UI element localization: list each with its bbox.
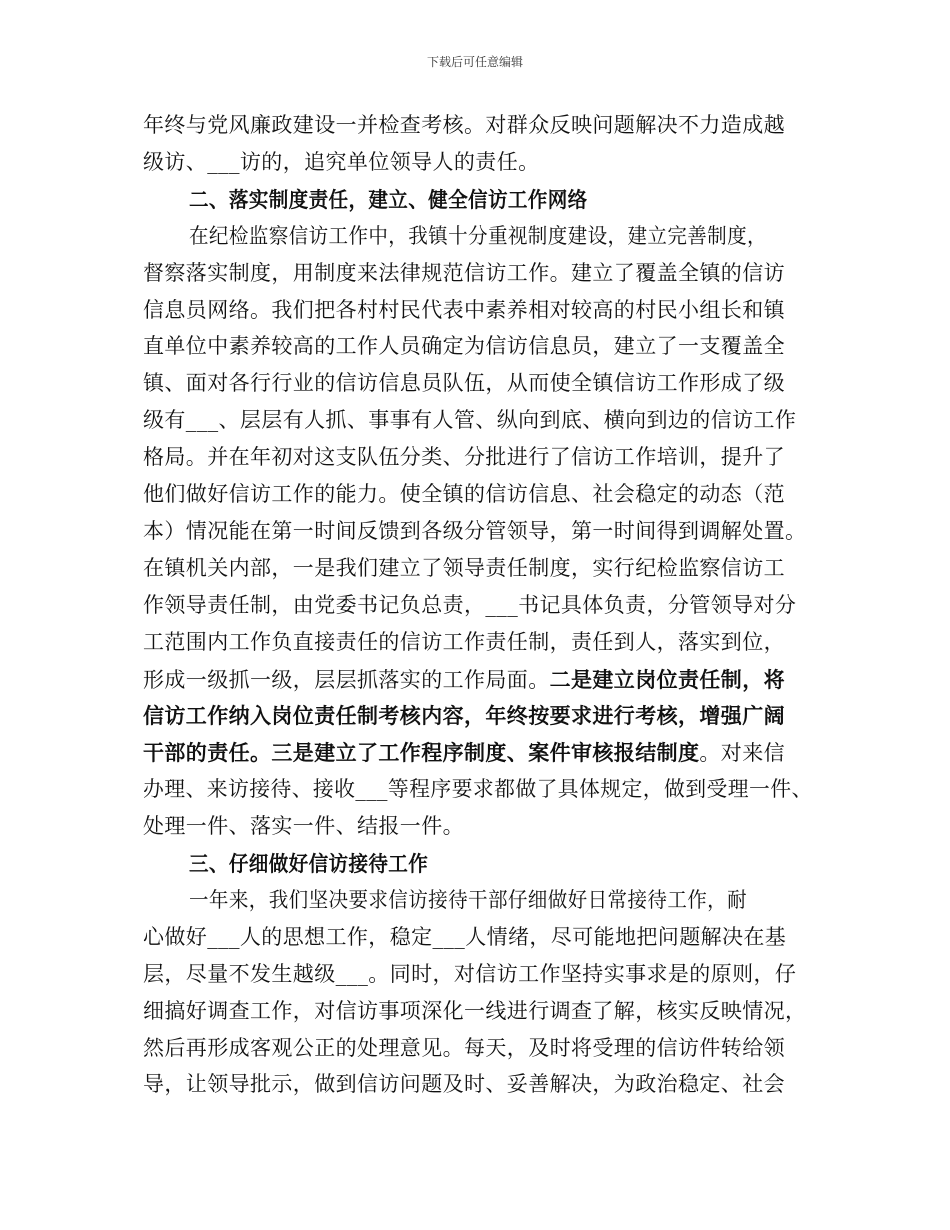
text-line bbox=[143, 587, 813, 624]
text-line bbox=[143, 624, 813, 661]
text-line bbox=[143, 255, 813, 292]
text-line bbox=[143, 734, 813, 771]
line-text: 信访工作纳入岗位责任制考核内容，年终按要求进行考核，增强广阔 bbox=[143, 703, 785, 729]
text-line bbox=[189, 845, 813, 882]
line-text-plain: 。对来信 bbox=[699, 741, 786, 766]
text-line bbox=[143, 439, 813, 476]
line-text: 办理、来访接待、接收___等程序要求都做了具体规定，做到受理一件、 bbox=[143, 777, 813, 802]
text-line bbox=[189, 218, 813, 255]
text-line bbox=[143, 402, 813, 439]
line-text: 信息员网络。我们把各村村民代表中素养相对较高的村民小组长和镇 bbox=[143, 297, 785, 322]
text-line bbox=[143, 476, 813, 513]
text-line bbox=[143, 144, 813, 181]
text-line bbox=[143, 1066, 813, 1103]
line-text: 心做好___人的思想工作，稳定___人情绪，尽可能地把问题解决在基 bbox=[143, 924, 787, 949]
text-line bbox=[189, 181, 813, 218]
text-line bbox=[143, 365, 813, 402]
text-line bbox=[143, 328, 813, 365]
line-text: 干部的责任。三是建立了工作程序制度、案件审核报结制度 bbox=[143, 740, 700, 766]
text-line bbox=[143, 661, 813, 698]
text-line bbox=[143, 808, 813, 845]
text-line bbox=[143, 771, 813, 808]
line-text: 导，让领导批示，做到信访问题及时、妥善解决，为政治稳定、社会 bbox=[143, 1072, 785, 1097]
line-text: 级访、___访的，追究单位领导人的责任。 bbox=[143, 149, 540, 174]
line-text: 细搞好调查工作，对信访事项深化一线进行调查了解，核实反映情况， bbox=[143, 998, 807, 1023]
line-text: 在纪检监察信访工作中，我镇十分重视制度建设，建立完善制度， bbox=[189, 223, 767, 248]
line-text: 在镇机关内部，一是我们建立了领导责任制度，实行纪检监察信访工 bbox=[143, 555, 785, 580]
text-line bbox=[143, 919, 813, 956]
line-text: 镇、面对各行行业的信访信息员队伍，从而使全镇信访工作形成了级 bbox=[143, 371, 785, 396]
line-text: 形成一级抓一级，层层抓落实的工作局面。 bbox=[143, 667, 550, 692]
text-line bbox=[143, 1030, 813, 1067]
line-text: 二、落实制度责任，建立、健全信访工作网络 bbox=[189, 186, 588, 212]
line-text: 三、仔细做好信访接待工作 bbox=[189, 851, 429, 876]
line-text: 他们做好信访工作的能力。使全镇的信访信息、社会稳定的动态（范 bbox=[143, 482, 785, 506]
line-text-bold: 二是建立岗位责任制，将 bbox=[549, 666, 786, 692]
text-line bbox=[143, 107, 813, 144]
line-text: 工范围内工作负直接责任的信访工作责任制，责任到人，落实到位， bbox=[143, 629, 785, 654]
line-text: 本）情况能在第一时间反馈到各级分管领导，第一时间得到调解处置。 bbox=[143, 518, 807, 543]
line-text: 然后再形成客观公正的处理意见。每天，及时将受理的信访件转给领 bbox=[143, 1035, 785, 1060]
text-line bbox=[143, 697, 813, 734]
page-header: 下载后可任意编辑 bbox=[426, 55, 523, 69]
text-line bbox=[143, 550, 813, 587]
line-text: 年终与党风廉政建设一并检查考核。对群众反映问题解决不力造成越 bbox=[143, 113, 785, 137]
text-line bbox=[189, 882, 813, 919]
line-text: 层，尽量不发生越级___。同时，对信访工作坚持实事求是的原则，仔 bbox=[143, 961, 797, 986]
text-line bbox=[143, 993, 813, 1030]
line-text: 直单位中素养较高的工作人员确定为信访信息员，建立了一支覆盖全 bbox=[143, 334, 785, 359]
line-text: 督察落实制度，用制度来法律规范信访工作。建立了覆盖全镇的信访 bbox=[143, 260, 785, 285]
text-line bbox=[143, 513, 813, 550]
text-line bbox=[143, 292, 813, 329]
line-text: 作领导责任制，由党委书记负总责，___书记具体负责，分管领导对分 bbox=[143, 592, 797, 617]
line-text: 处理一件、落实一件、结报一件。 bbox=[143, 814, 464, 839]
line-text: 格局。并在年初对这支队伍分类、分批进行了信访工作培训，提升了 bbox=[143, 445, 785, 470]
text-line bbox=[143, 956, 813, 993]
line-text: 一年来，我们坚决要求信访接待干部仔细做好日常接待工作，耐 bbox=[189, 887, 748, 912]
line-text: 级有___、层层有人抓、事事有人管、纵向到底、横向到边的信访工作 bbox=[143, 408, 797, 433]
